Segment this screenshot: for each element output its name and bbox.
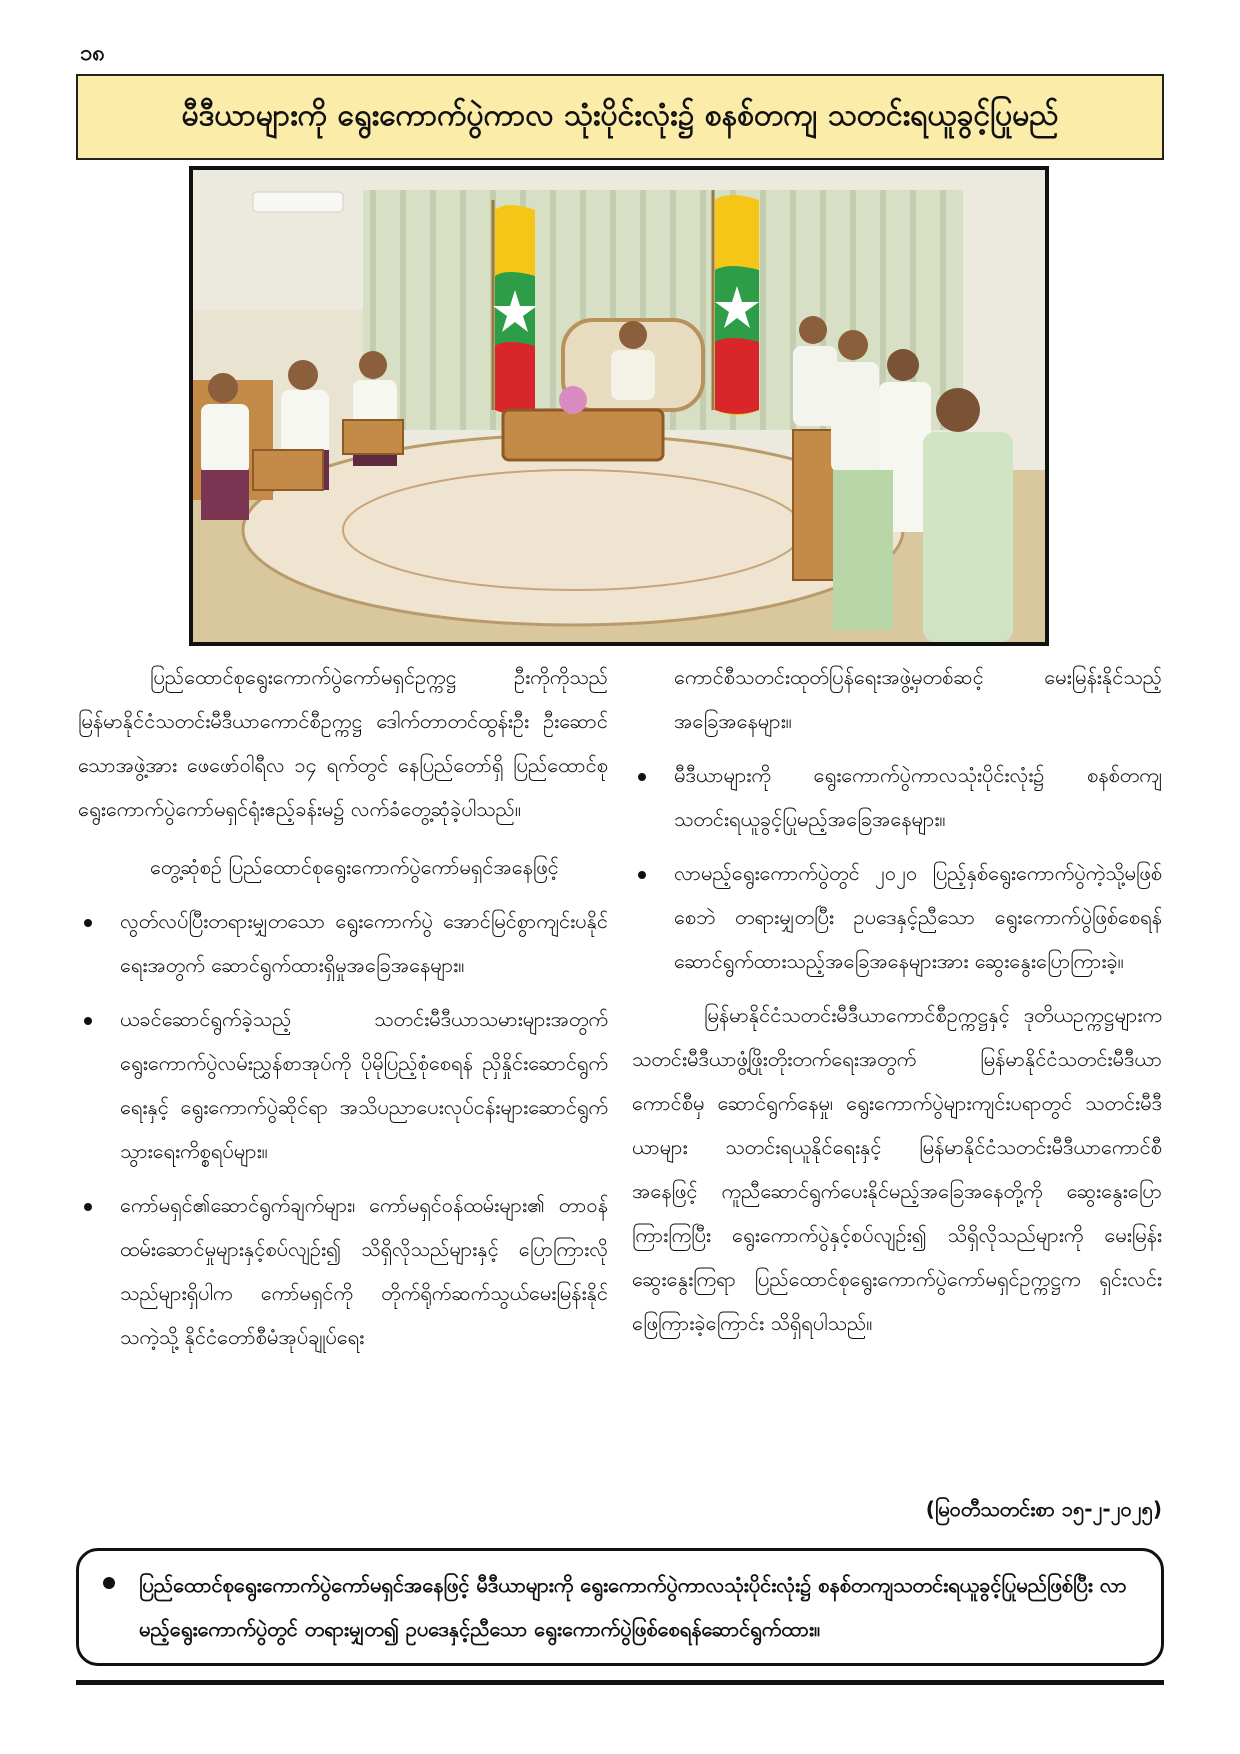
list-item: လွတ်လပ်ပြီးတရားမျှတသော ရွေးကောက်ပွဲ အောင်မြင်စွာကျင်းပနိုင်ရေးအတွက် ဆောင်ရွက်ထားရှိမှုအခြေအနေများ။ [78,899,608,987]
left-bullet-list [78,899,608,1359]
host-head [619,321,647,349]
host-body [611,350,655,400]
meeting-photo [189,166,1049,646]
summary-bullet-icon [103,1577,115,1589]
list-item: ယခင်ဆောင်ရွက်ခဲ့သည့် သတင်းမီဒီယာသမားများအတွက် ရွေးကောက်ပွဲလမ်းညွှန်စာအုပ်ကို ပိုမိုပြည့်စုံစေရန် ညှိနှိုင်းဆောင်ရွက်ရေးနှင့် ရွေးကောက်ပွဲဆိုင်ရာ အသိပညာပေးလုပ်ငန်းများဆောင်ရွက်သွားရေးကိစ္စရပ်များ။ [78,997,608,1173]
continued-bullet-text: ကောင်စီသတင်းထုတ်ပြန်ရေးအဖွဲ့မှတစ်ဆင့် မေးမြန်းနိုင်သည့်အခြေအနေများ။ [674,665,1162,733]
flag-left [493,200,537,415]
list-item: မီဒီယာများကို ရွေးကောက်ပွဲကာလသုံးပိုင်းလုံး၌ စနစ်တကျ သတင်းရယူခွင့်ပြုမည့်အခြေအနေများ။ [632,753,1162,841]
meeting-photo-illustration [193,170,1045,642]
bottom-divider [76,1680,1164,1685]
left-column [78,655,608,1369]
summary-text: ပြည်ထောင်စုရွေးကောက်ပွဲကော်မရှင်အနေဖြင့် မီဒီယာများကို ရွေးကောက်ပွဲကာလသုံးပိုင်းလုံး၌ စနစ်တကျသတင်းရယူခွင့်ပြုမည်ဖြစ်ပြီး လာမည့်ရွေးကောက်ပွဲတွင် တရားမျှတ၍ ဥပဒေနှင့်ညီသော ရွေးကောက်ပွဲဖြစ်စေရန်ဆောင်ရွက်ထား။ [139,1573,1127,1641]
air-conditioner [253,192,343,212]
intro-paragraph: ပြည်ထောင်စုရွေးကောက်ပွဲကော်မရှင်ဥက္ကဋ္ဌ ဦးကိုကိုသည် မြန်မာနိုင်ငံသတင်းမီဒီယာကောင်စီဥက္ကဋ္ဌ ဒေါက်တာတင်ထွန်းဦး ဦးဆောင်သောအဖွဲ့အား ဖေဖော်ဝါရီလ ၁၄ ရက်တွင် နေပြည်တော်ရှိ ပြည်ထောင်စုရွေးကောက်ပွဲကော်မရှင်ရုံးဧည့်ခန်းမ၌ လက်ခံတွေ့ဆုံခဲ့ပါသည်။ [78,665,608,821]
right-bullet-list [632,753,1162,983]
headline-box [76,74,1164,160]
list-item: လာမည့်ရွေးကောက်ပွဲတွင် ၂၀၂၀ ပြည့်နှစ်ရွေးကောက်ပွဲကဲ့သို့မဖြစ်စေဘဲ တရားမျှတပြီး ဥပဒေနှင့်ညီသော ရွေးကောက်ပွဲဖြစ်စေရန် ဆောင်ရွက်ထားသည့်အခြေအနေများအား ဆွေးနွေးပြောကြားခဲ့။ [632,851,1162,983]
flower-bouquet [559,386,587,414]
center-table [503,410,663,460]
page-number: ၁၈ [80,41,105,66]
lead-paragraph: တွေ့ဆုံစဉ် ပြည်ထောင်စုရွေးကောက်ပွဲကော်မရှင်အနေဖြင့် [150,855,559,879]
flag-right [713,190,759,415]
headline: မီဒီယာများကို ရွေးကောက်ပွဲကာလ သုံးပိုင်းလုံး၌ စနစ်တကျ သတင်းရယူခွင့်ပြုမည် [181,97,1059,133]
list-item: ကော်မရှင်၏ဆောင်ရွက်ချက်များ၊ ကော်မရှင်ဝန်ထမ်းများ၏ တာဝန်ထမ်းဆောင်မှုများနှင့်စပ်လျဉ်း၍ သိရှိလိုသည်များနှင့် ပြောကြားလိုသည်များရှိပါက ကော်မရှင်ကို တိုက်ရိုက်ဆက်သွယ်မေးမြန်းနိုင်သကဲ့သို့ နိုင်ငံတော်စီမံအုပ်ချုပ်ရေး [78,1183,608,1359]
source-citation: (မြဝတီသတင်းစာ ၁၅-၂-၂၀၂၅) [925,1497,1162,1521]
closing-paragraph: မြန်မာနိုင်ငံသတင်းမီဒီယာကောင်စီဥက္ကဋ္ဌနှင့် ဒုတိယဥက္ကဋ္ဌများက သတင်းမီဒီယာဖွံ့ဖြိုးတိုးတက်ရေးအတွက် မြန်မာနိုင်ငံသတင်းမီဒီယာကောင်စီမှ ဆောင်ရွက်နေမှု၊ ရွေးကောက်ပွဲများကျင်းပရာတွင် သတင်းမီဒီယာများ သတင်းရယူနိုင်ရေးနှင့် မြန်မာနိုင်ငံသတင်းမီဒီယာကောင်စီအနေဖြင့် ကူညီဆောင်ရွက်ပေးနိုင်မည့်အခြေအနေတို့ကို ဆွေးနွေးပြောကြားကြပြီး ရွေးကောက်ပွဲနှင့်စပ်လျဉ်း၍ သိရှိလိုသည်များကို မေးမြန်းဆွေးနွေးကြရာ ပြည်ထောင်စုရွေးကောက်ပွဲကော်မရှင်ဥက္ကဋ္ဌက ရှင်းလင်းဖြေကြားခဲ့ကြောင်း သိရှိရပါသည်။ [632,1003,1162,1335]
right-column [632,655,1162,1345]
summary-box [76,1548,1164,1666]
